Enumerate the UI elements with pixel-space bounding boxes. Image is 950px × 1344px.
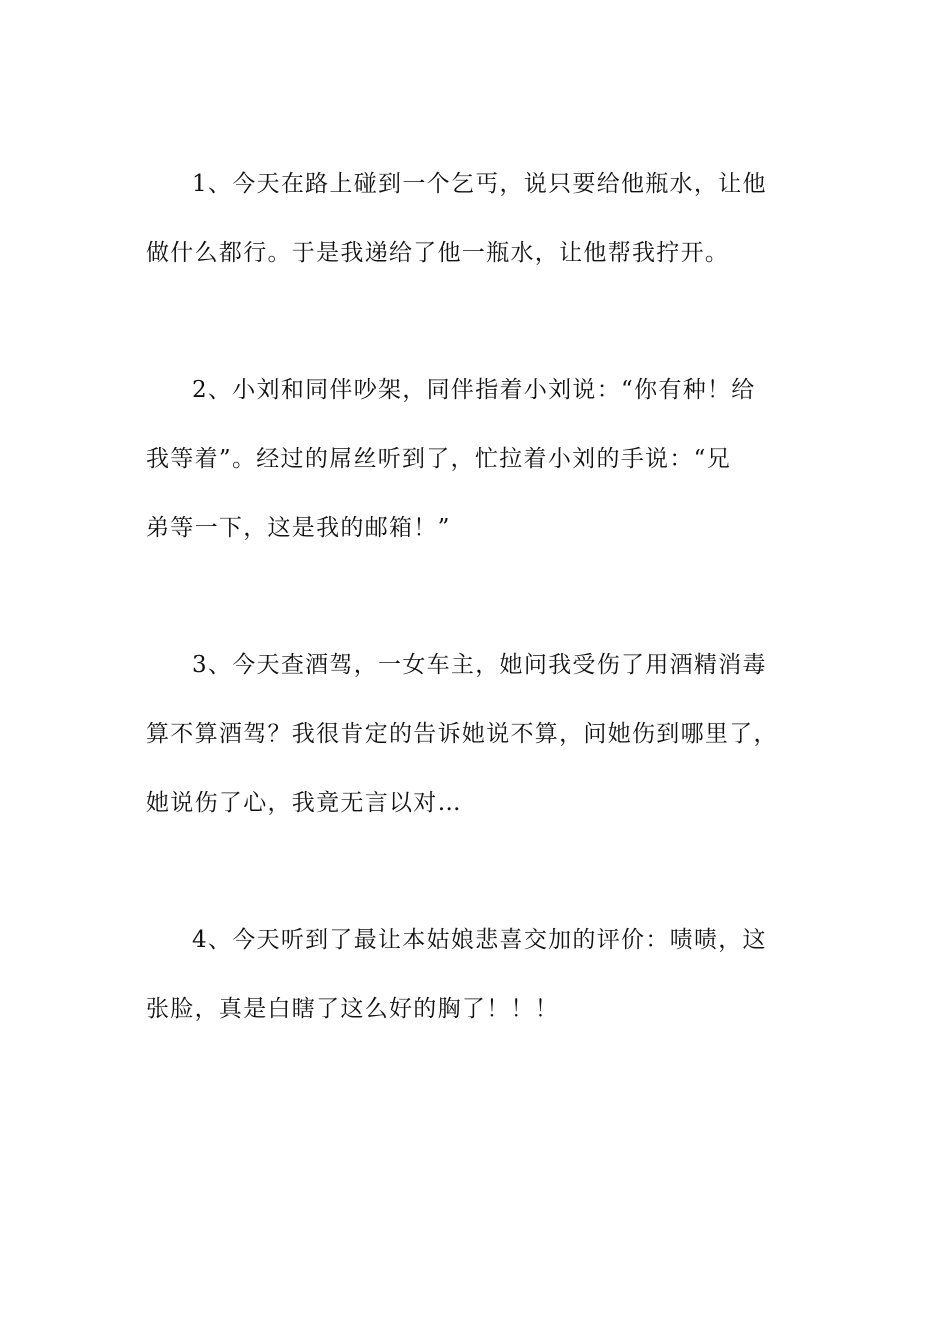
joke-paragraph-1 [146, 150, 806, 288]
paragraph-line: 张脸，真是白瞎了这么好的胸了！！！ [146, 996, 560, 1022]
paragraph-line: 1、今天在路上碰到一个乞丐，说只要给他瓶水，让他 [192, 171, 767, 197]
joke-paragraph-2 [146, 356, 806, 563]
paragraph-line: 她说伤了心，我竟无言以对… [146, 790, 462, 816]
paragraph-line: 算不算酒驾？我很肯定的告诉她说不算，问她伤到哪里了， [146, 721, 778, 747]
joke-paragraph-3 [146, 631, 806, 838]
joke-paragraph-4 [146, 906, 806, 1044]
paragraph-line: 2、小刘和同伴吵架，同伴指着小刘说：“你有种！给 [192, 377, 756, 403]
paragraph-line: 做什么都行。于是我递给了他一瓶水，让他帮我拧开。 [146, 240, 730, 266]
paragraph-line: 3、今天查酒驾，一女车主，她问我受伤了用酒精消毒 [192, 652, 767, 678]
paragraph-line: 4、今天听到了最让本姑娘悲喜交加的评价：啧啧，这 [192, 927, 767, 953]
paragraph-line: 弟等一下，这是我的邮箱！” [146, 515, 451, 541]
paragraph-line: 我等着”。经过的屌丝听到了，忙拉着小刘的手说：“兄 [146, 446, 732, 472]
